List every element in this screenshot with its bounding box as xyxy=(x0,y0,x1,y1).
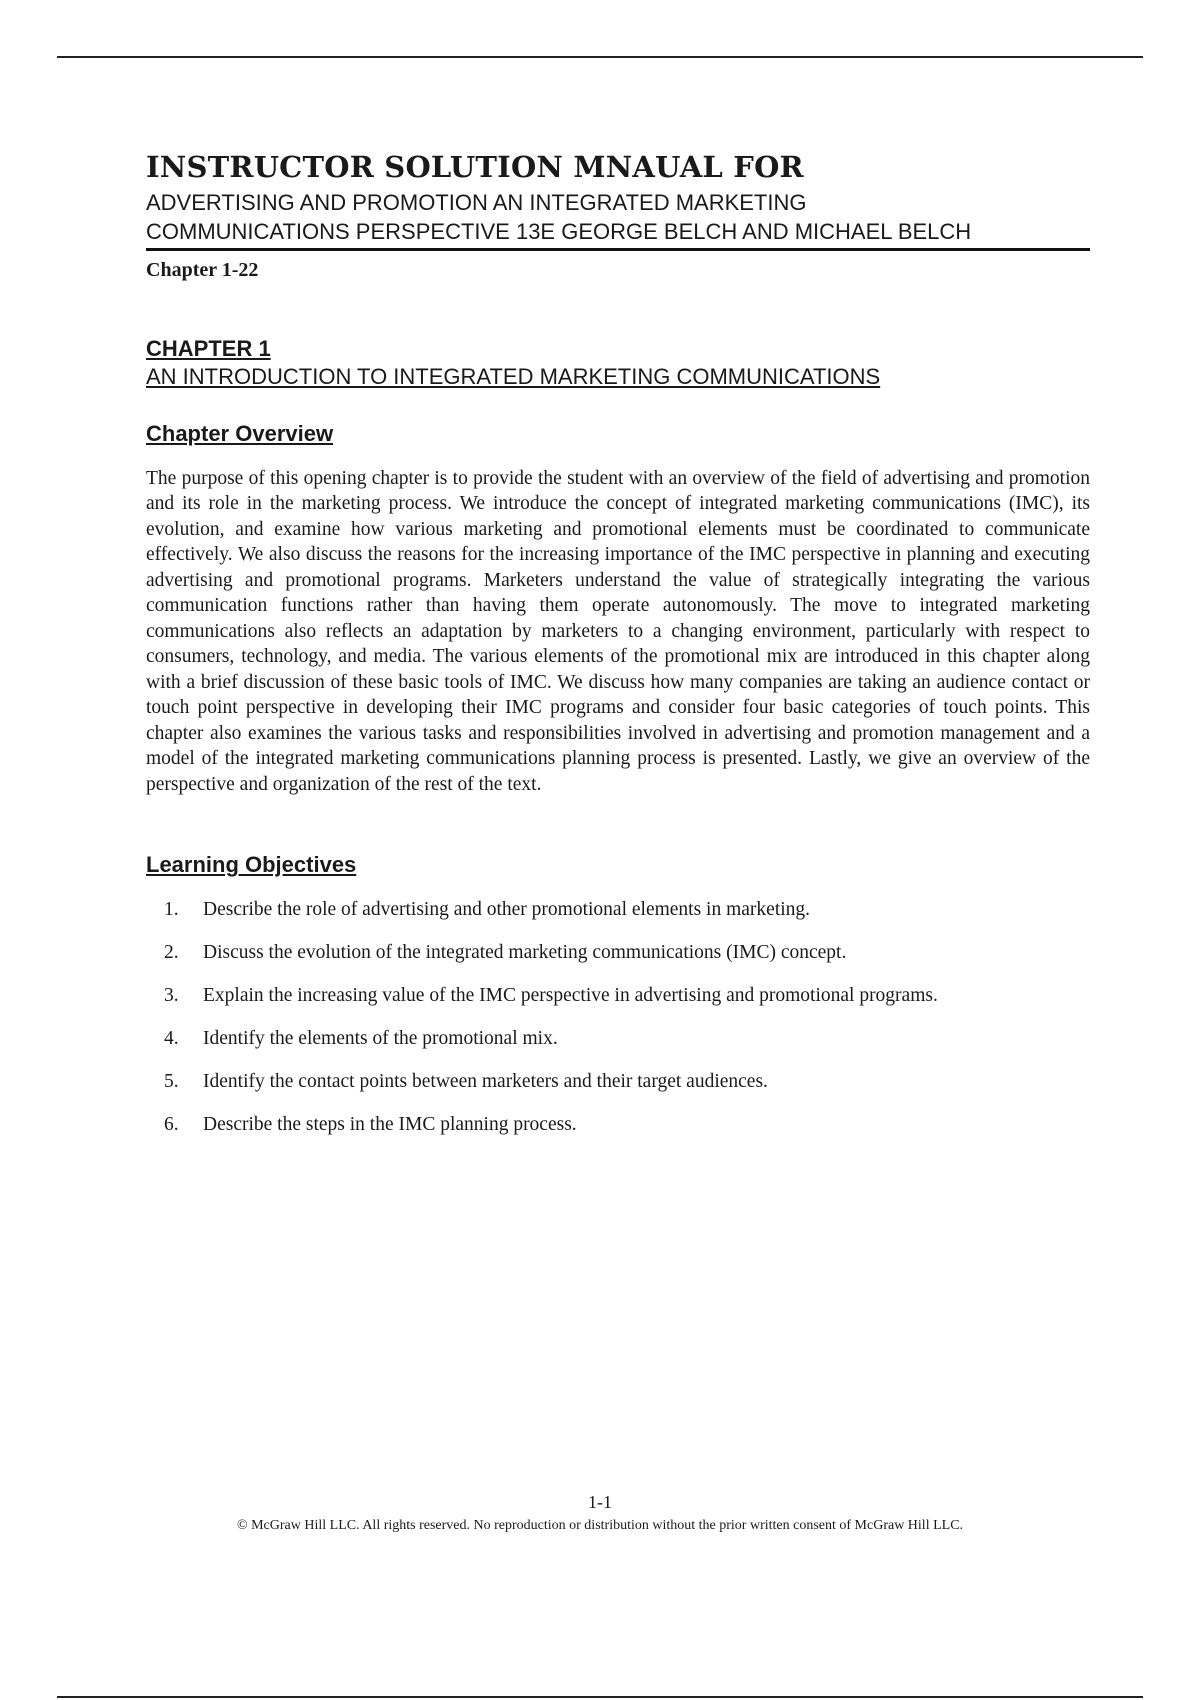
chapter-number: CHAPTER 1 xyxy=(146,335,271,361)
objective-text: Describe the role of advertising and other promotional elements in marketing. xyxy=(203,899,811,921)
bottom-rule xyxy=(57,1696,1143,1698)
objectives-list xyxy=(146,897,1090,1138)
objective-text: Identify the elements of the promotional mix. xyxy=(203,1028,558,1050)
overview-paragraph: The purpose of this opening chapter is to provide the student with an overview of the field of advertising and promotion and its role in the marketing process. We introduce the concept of integrated marketing communications (IMC), its evolution, and examine how various marketing and promotional elements must be coordinated to communicate effectively. We also discuss the reasons for the increasing importance of the IMC perspective in planning and executing advertising and promotional programs. Marketers understand the value of strategically integrating the various communication functions rather than having them operate autonomously. The move to integrated marketing communications also reflects an adaptation by marketers to a changing environment, particularly with respect to consumers, technology, and media. The various elements of the promotional mix are introduced in this chapter along with a brief discussion of these basic tools of IMC. We discuss how many companies are taking an audience contact or touch point perspective in developing their IMC programs and consider four basic categories of touch points. This chapter also examines the various tasks and responsibilities involved in advertising and promotion management and a model of the integrated marketing communications planning process is presented. Lastly, we give an overview of the perspective and organization of the rest of the text. xyxy=(146,467,1090,795)
copyright-notice: © McGraw Hill LLC. All rights reserved. No reproduction or distribution without the prior written consent of McGraw Hill LLC. xyxy=(236,1518,964,1533)
objective-text: Describe the steps in the IMC planning process. xyxy=(203,1114,577,1136)
objective-number: 2. xyxy=(164,942,179,964)
book-title-line-2: COMMUNICATIONS PERSPECTIVE 13E GEORGE BELCH AND MICHAEL BELCH xyxy=(146,218,972,244)
overview-heading: Chapter Overview xyxy=(146,420,334,446)
chapter-title: AN INTRODUCTION TO INTEGRATED MARKETING COMMUNICATIONS xyxy=(146,363,881,389)
objective-text: Explain the increasing value of the IMC perspective in advertising and promotional programs. xyxy=(203,985,938,1007)
list-item xyxy=(146,1069,1090,1095)
objective-number: 4. xyxy=(164,1028,179,1050)
list-item xyxy=(146,983,1090,1009)
chapter-range: Chapter 1-22 xyxy=(146,258,259,281)
objective-text: Identify the contact points between marketers and their target audiences. xyxy=(203,1071,768,1093)
objective-text: Discuss the evolution of the integrated marketing communications (IMC) concept. xyxy=(203,942,847,964)
list-item xyxy=(146,1112,1090,1138)
book-title-line-1: ADVERTISING AND PROMOTION AN INTEGRATED MARKETING xyxy=(146,189,807,215)
objective-number: 1. xyxy=(164,899,179,921)
list-item xyxy=(146,940,1090,966)
chapter-heading xyxy=(146,335,1090,391)
manual-title: INSTRUCTOR SOLUTION MNAUAL FOR xyxy=(146,150,804,184)
list-item xyxy=(146,1026,1090,1052)
list-item xyxy=(146,897,1090,923)
top-rule xyxy=(57,56,1143,58)
book-title xyxy=(146,188,1090,251)
objectives-heading: Learning Objectives xyxy=(146,852,357,878)
objective-number: 5. xyxy=(164,1071,179,1093)
objective-number: 3. xyxy=(164,985,179,1007)
page-number: 1-1 xyxy=(588,1492,612,1512)
document-page xyxy=(146,152,1090,1155)
objective-number: 6. xyxy=(164,1114,179,1136)
